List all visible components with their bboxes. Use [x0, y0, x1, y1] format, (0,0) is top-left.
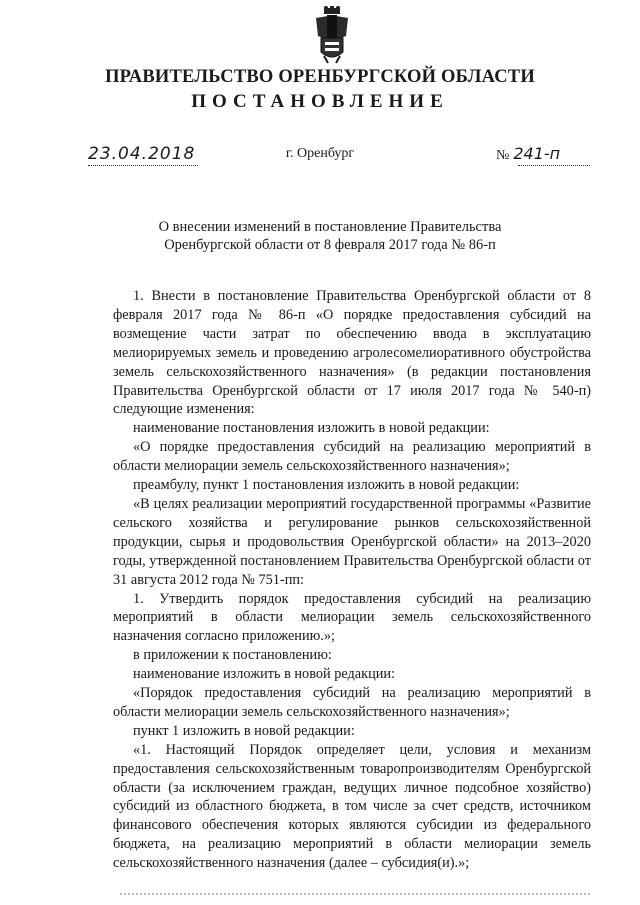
- subject-line: Оренбургской области от 8 февраля 2017 года № 86-п: [164, 237, 496, 253]
- number-underline: [518, 165, 590, 166]
- government-title: ПРАВИТЕЛЬСТВО ОРЕНБУРГСКОЙ ОБЛАСТИ: [105, 67, 535, 87]
- document-subject: [140, 218, 520, 254]
- coat-of-arms-icon: [312, 6, 352, 64]
- subject-line: О внесении изменений в постановление Правительства: [158, 219, 502, 235]
- body-paragraph: «Порядок предоставления субсидий на реализацию мероприятий в области мелиорации земель сельскохозяйственного назначения»;: [113, 685, 591, 720]
- document-number: [496, 144, 560, 164]
- number-value: 241-п: [513, 144, 561, 163]
- date-underline: [88, 165, 198, 166]
- body-paragraph: наименование постановления изложить в новой редакции:: [133, 420, 490, 437]
- document-type-title: ПОСТАНОВЛЕНИЕ: [191, 91, 449, 112]
- number-label: №: [496, 148, 510, 163]
- body-paragraph: преамбулу, пункт 1 постановления изложить в новой редакции:: [133, 477, 520, 494]
- body-paragraph: «О порядке предоставления субсидий на реализацию мероприятий в области мелиорации земель сельскохозяйственного назначения»;: [113, 439, 591, 475]
- document-body: [113, 287, 591, 873]
- body-paragraph: пункт 1 изложить в новой редакции:: [133, 722, 355, 739]
- body-paragraph: «1. Настоящий Порядок определяет цели, условия и механизм предоставления сельскохозяйственным товаропроизводителям Оренбургской области (за исключением граждан, ведущих личное подсобное хозяйство) субсидий из областного бюджета, в том числе за счет средств, источником финансового обеспечения которых являются субсидии из федерального бюджета, на реализацию мероприятий в области мелиорации земель сельскохозяйственного назначения (далее – субсидия(и).»;: [113, 741, 591, 872]
- body-paragraph: в приложении к постановлению:: [133, 647, 332, 664]
- body-paragraph: «В целях реализации мероприятий государственной программы «Развитие сельского хозяйства и регулирование рынков сельскохозяйственной продукции, сырья и продовольствия Оренбургской области» на 2013–2020 годы, утвержденной постановлением Правительства Оренбургской области от 31 августа 2012 года № 751-пп:: [113, 495, 591, 588]
- document-city: г. Оренбург: [285, 146, 355, 161]
- document-date: 23.04.2018: [88, 144, 196, 164]
- body-paragraph: 1. Внести в постановление Правительства Оренбургской области от 8 февраля 2017 года № 86-п «О порядке предоставления субсидий на возмещение части затрат по обеспечению ввода в эксплуатацию мелиорируемых земель и проведению агролесомелиоративного обустройства земель сельскохозяйственного назначения» (в редакции постановления Правительства Оренбургской области от 17 июля 2017 года № 540-п) следующие изменения:: [113, 288, 591, 418]
- scan-artifact-line: [120, 893, 590, 895]
- body-paragraph: 1. Утвердить порядок предоставления субсидий на реализацию мероприятий в области мелиорации земель сельскохозяйственного назначения согласно приложению.»;: [113, 590, 591, 645]
- body-paragraph: наименование изложить в новой редакции:: [133, 666, 396, 683]
